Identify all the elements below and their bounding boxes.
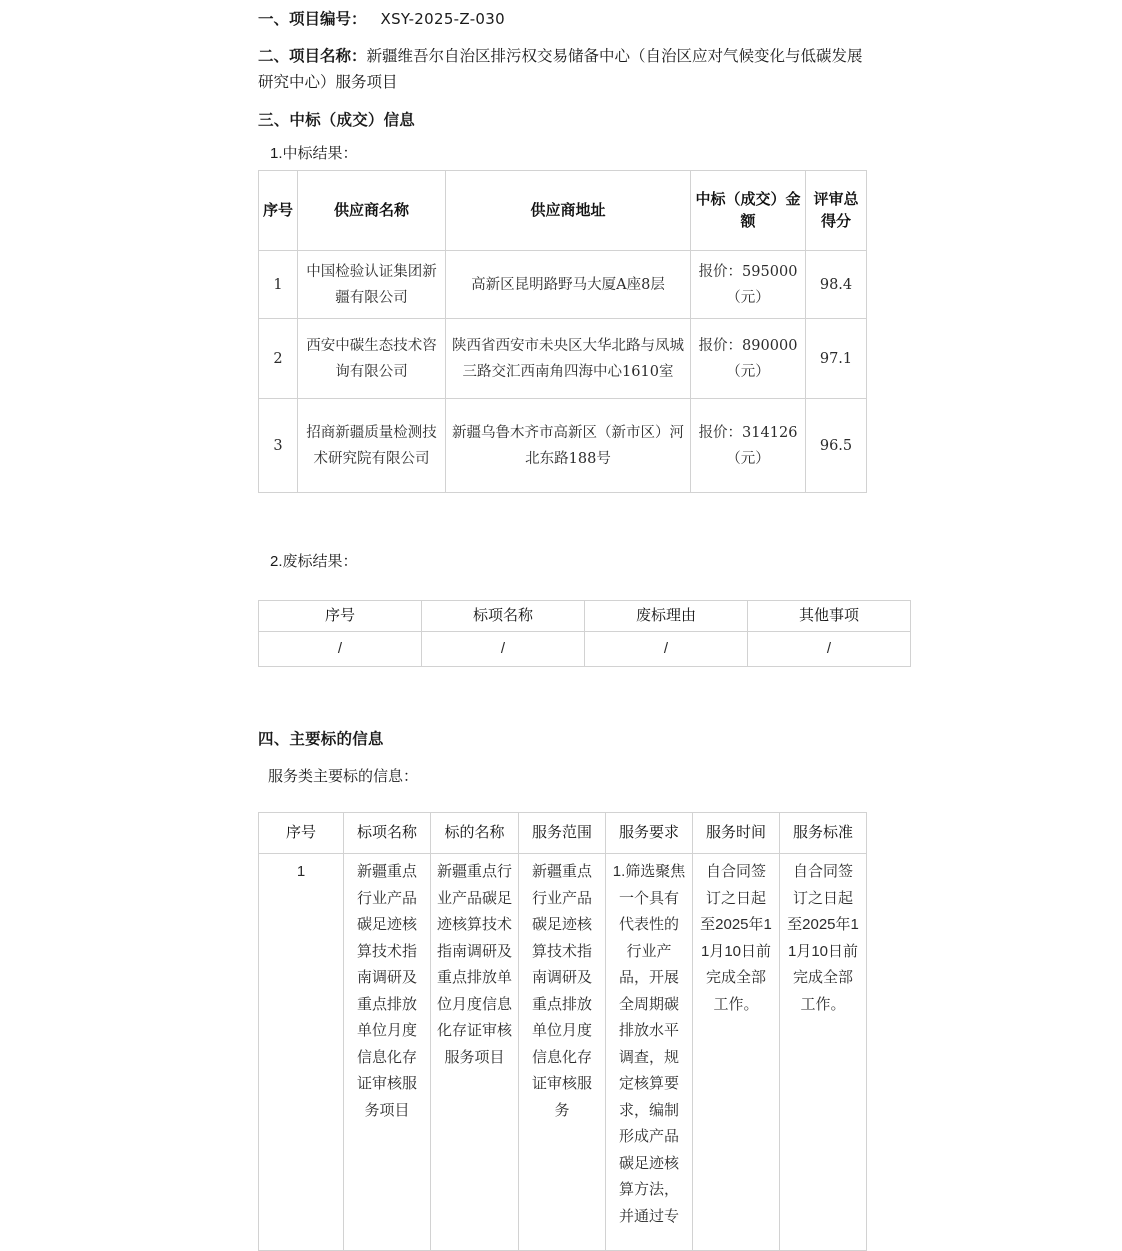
table-row	[259, 319, 867, 399]
column-header-index: 序号	[259, 601, 422, 632]
column-header-service-requirement: 服务要求	[606, 813, 693, 854]
column-header-lot-name: 标项名称	[422, 601, 585, 632]
table-header-row	[259, 171, 867, 251]
column-header-index: 序号	[259, 171, 298, 251]
column-header-other-matters: 其他事项	[748, 601, 911, 632]
cell-service-requirement: 1.筛选聚焦一个具有代表性的行业产品，开展全周期碳排放水平调查，规定核算要求，编制形成产品碳足迹核算方法，并通过专	[606, 854, 693, 1251]
section-heading-subject-info: 四、主要标的信息	[258, 731, 384, 748]
cell-award-amount: 报价：595000（元）	[691, 251, 806, 319]
table-header-row	[259, 601, 911, 632]
cell-supplier-name: 西安中碳生态技术咨询有限公司	[298, 319, 446, 399]
cell-index: 1	[259, 854, 344, 1251]
cell-subject-name: 新疆重点行业产品碳足迹核算技术指南调研及重点排放单位月度信息化存证审核服务项目	[431, 854, 519, 1251]
column-header-service-time: 服务时间	[693, 813, 780, 854]
award-result-table	[258, 170, 867, 493]
column-header-award-amount: 中标（成交）金额	[691, 171, 806, 251]
void-result-table	[258, 600, 911, 667]
cell-index: /	[259, 632, 422, 667]
table-header-row	[259, 813, 867, 854]
cell-supplier-address: 新疆乌鲁木齐市高新区（新市区）河北东路188号	[446, 399, 691, 493]
cell-void-reason: /	[585, 632, 748, 667]
cell-other-matters: /	[748, 632, 911, 667]
project-name-line	[258, 44, 872, 96]
cell-award-amount: 报价：890000（元）	[691, 319, 806, 399]
cell-service-time: 自合同签订之日起至2025年11月10日前完成全部工作。	[693, 854, 780, 1251]
cell-supplier-address: 高新区昆明路野马大厦A座8层	[446, 251, 691, 319]
cell-total-score: 98.4	[806, 251, 867, 319]
cell-total-score: 96.5	[806, 399, 867, 493]
column-header-supplier-name: 供应商名称	[298, 171, 446, 251]
cell-award-amount: 报价：314126（元）	[691, 399, 806, 493]
column-header-service-scope: 服务范围	[519, 813, 606, 854]
table-row	[259, 251, 867, 319]
cell-service-scope: 新疆重点行业产品碳足迹核算技术指南调研及重点排放单位月度信息化存证审核服务	[519, 854, 606, 1251]
cell-index: 2	[259, 319, 298, 399]
subheading-award-result: 1.中标结果：	[270, 145, 358, 162]
column-header-index: 序号	[259, 813, 344, 854]
cell-service-standard: 自合同签订之日起至2025年11月10日前完成全部工作。	[780, 854, 867, 1251]
column-header-supplier-address: 供应商地址	[446, 171, 691, 251]
column-header-subject-name: 标的名称	[431, 813, 519, 854]
cell-total-score: 97.1	[806, 319, 867, 399]
column-header-total-score: 评审总得分	[806, 171, 867, 251]
column-header-void-reason: 废标理由	[585, 601, 748, 632]
column-header-lot-name: 标项名称	[344, 813, 431, 854]
table-row	[259, 632, 911, 667]
cell-lot-name: /	[422, 632, 585, 667]
cell-index: 1	[259, 251, 298, 319]
cell-supplier-name: 中国检验认证集团新疆有限公司	[298, 251, 446, 319]
project-number-label: 一、项目编号：	[258, 11, 367, 28]
section-heading-award-info: 三、中标（成交）信息	[258, 112, 416, 129]
subheading-void-result: 2.废标结果：	[270, 553, 358, 570]
cell-index: 3	[259, 399, 298, 493]
table-row	[259, 854, 867, 1251]
cell-supplier-address: 陕西省西安市未央区大华北路与凤城三路交汇西南角四海中心1610室	[446, 319, 691, 399]
table-row	[259, 399, 867, 493]
column-header-service-standard: 服务标准	[780, 813, 867, 854]
project-number-value: XSY-2025-Z-030	[380, 10, 505, 28]
project-name-value: 新疆维吾尔自治区排污权交易储备中心（自治区应对气候变化与低碳发展研究中心）服务项目	[258, 48, 863, 91]
project-number-line	[258, 6, 505, 33]
subheading-service-subject: 服务类主要标的信息：	[268, 768, 419, 785]
subject-info-table	[258, 812, 867, 1251]
cell-supplier-name: 招商新疆质量检测技术研究院有限公司	[298, 399, 446, 493]
project-name-label: 二、项目名称：	[258, 48, 367, 65]
cell-lot-name: 新疆重点行业产品碳足迹核算技术指南调研及重点排放单位月度信息化存证审核服务项目	[344, 854, 431, 1251]
